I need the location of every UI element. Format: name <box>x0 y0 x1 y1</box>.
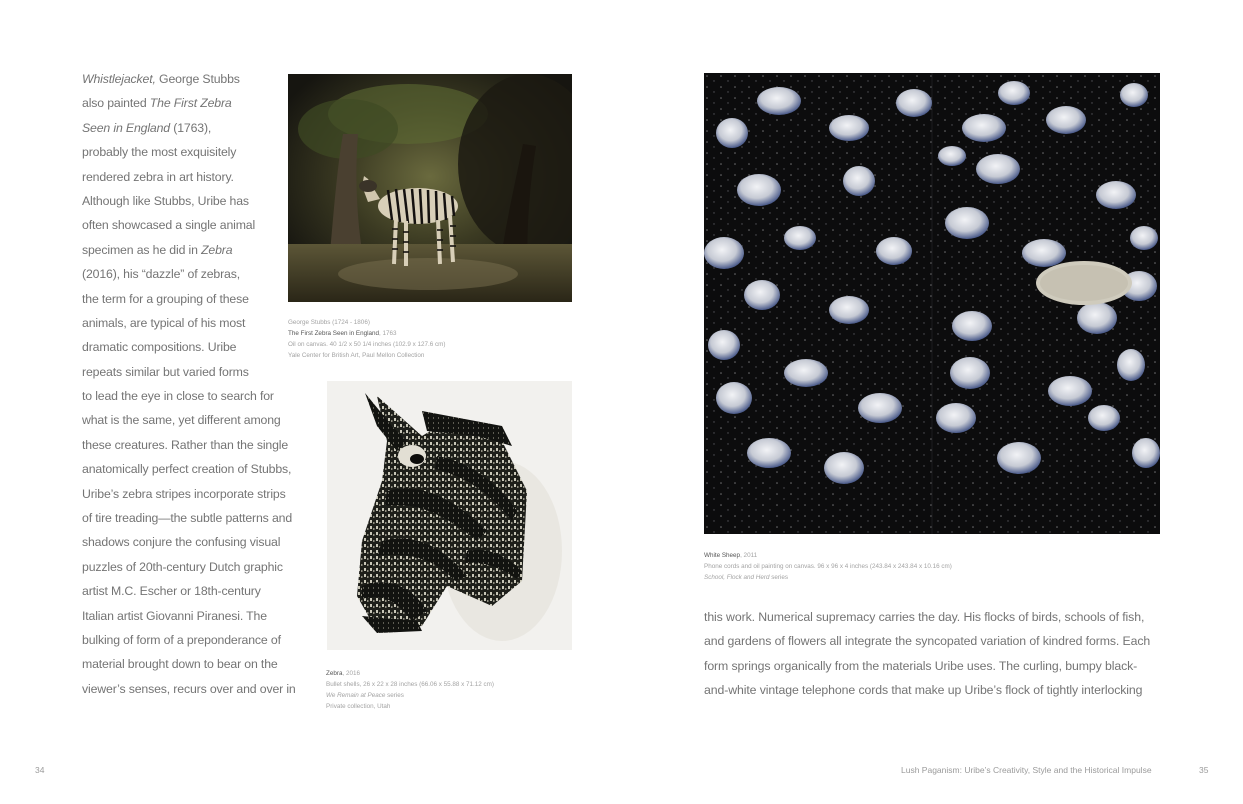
right-body-text <box>704 605 1164 703</box>
body-line: rendered zebra in art history. <box>82 169 234 184</box>
page-number-left: 34 <box>35 765 45 775</box>
caption-collection: Yale Center for British Art, Paul Mellon Collection <box>288 351 425 359</box>
body-line: the term for a grouping of these <box>82 291 249 306</box>
body-line: bulking of form of a preponderance of <box>82 632 281 647</box>
caption-artist: George Stubbs (1724 - 1806) <box>288 319 370 326</box>
caption-title: White Sheep <box>704 552 741 559</box>
body-line: to lead the eye in close to search for <box>82 389 274 404</box>
body-line: repeats similar but varied forms <box>82 364 249 379</box>
body-line: material brought down to bear on the <box>82 657 278 672</box>
stubbs-zebra-painting <box>288 74 572 302</box>
caption-collection: Private collection, Utah <box>326 702 391 710</box>
body-line: Whistlejacket, George Stubbs <box>82 72 240 86</box>
sculpture-illustration <box>327 381 572 650</box>
body-line: also painted The First Zebra <box>82 96 232 111</box>
body-line: of tire treading—the subtle patterns and <box>82 511 293 526</box>
running-head: Lush Paganism: Uribe’s Creativity, Style and the Historical Impulse <box>901 765 1152 775</box>
body-line: viewer’s senses, recurs over and over in <box>82 681 296 696</box>
caption-title-line: The First Zebra Seen in England, 1763 <box>288 329 397 337</box>
caption-medium: Bullet shells, 26 x 22 x 28 inches (66.06 x 55.88 x 71.12 cm) <box>326 680 495 688</box>
body-line: Although like Stubbs, Uribe has <box>82 193 249 208</box>
caption-title: The First Zebra Seen in England <box>288 329 380 337</box>
caption-title-line: Zebra, 2016 <box>326 670 360 677</box>
body-line: what is the same, yet different among <box>82 413 281 428</box>
caption-title-line: White Sheep, 2011 <box>704 552 758 559</box>
body-line: and-white vintage telephone cords that make up Uribe’s flock of tightly interlocking <box>704 683 1143 698</box>
white-sheep-artwork <box>704 73 1160 534</box>
zebra-caption <box>326 669 494 713</box>
body-line: probably the most exquisitely <box>82 145 237 160</box>
body-line: often showcased a single animal <box>82 218 256 233</box>
body-line: and gardens of flowers all integrate the syncopated variation of kindred forms. Each <box>704 634 1151 649</box>
zebra-sculpture-photo <box>327 381 572 650</box>
body-line: Italian artist Giovanni Piranesi. The <box>82 608 267 623</box>
body-line: form springs organically from the materials Uribe uses. The curling, bumpy black- <box>704 658 1138 673</box>
body-line: this work. Numerical supremacy carries the day. His flocks of birds, schools of fish, <box>704 610 1145 624</box>
body-line: puzzles of 20th-century Dutch graphic <box>82 559 283 574</box>
caption-medium: Oil on canvas. 40 1/2 x 50 1/4 inches (102.9 x 127.6 cm) <box>288 340 446 348</box>
body-line: shadows conjure the confusing visual <box>82 535 281 550</box>
painting-illustration <box>288 74 572 302</box>
body-line: (2016), his “dazzle” of zebras, <box>82 267 241 282</box>
body-line: Seen in England (1763), <box>82 120 212 135</box>
body-line: artist M.C. Escher or 18th-century <box>82 584 261 599</box>
left-body-text <box>82 67 302 701</box>
body-line: specimen as he did in Zebra <box>82 242 233 257</box>
caption-medium: Phone cords and oil painting on canvas. 96 x 96 x 4 inches (243.84 x 243.84 x 10.16 cm) <box>704 562 952 570</box>
body-line: these creatures. Rather than the single <box>82 437 289 452</box>
caption-title: Zebra <box>326 670 343 677</box>
body-line: animals, are typical of his most <box>82 315 246 330</box>
stubbs-caption <box>288 318 446 362</box>
white-sheep-caption <box>704 551 952 584</box>
caption-series: School, Flock and Herd series <box>704 573 788 581</box>
caption-series: We Remain at Peace series <box>326 691 404 699</box>
body-line: anatomically perfect creation of Stubbs, <box>82 462 292 477</box>
page-number-right: 35 <box>1199 765 1209 775</box>
body-line: Uribe’s zebra stripes incorporate strips <box>82 486 286 501</box>
sheep-illustration <box>704 73 1160 534</box>
body-line: dramatic compositions. Uribe <box>82 340 237 355</box>
